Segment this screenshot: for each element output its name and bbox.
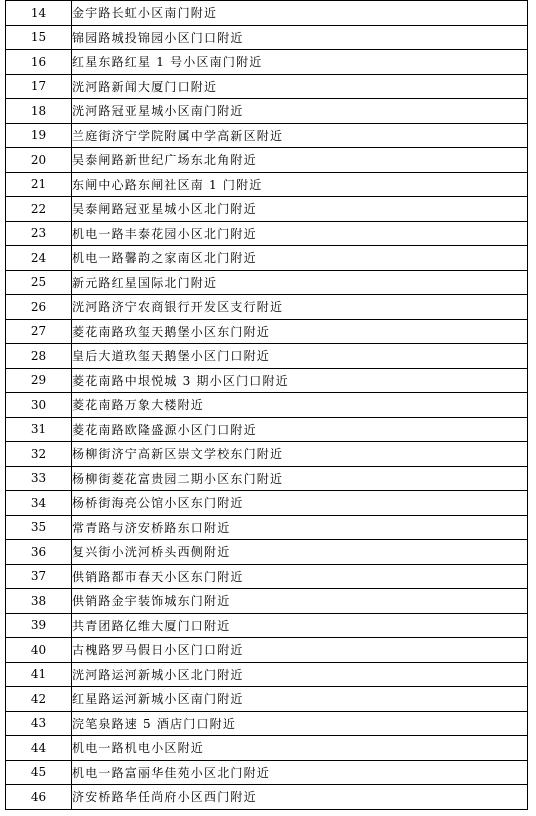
row-number-cell: 23 [6, 221, 72, 246]
row-number-cell: 32 [6, 442, 72, 467]
row-number-cell: 35 [6, 515, 72, 540]
table-row [6, 515, 528, 540]
table-row [6, 368, 528, 393]
table-row [6, 295, 528, 320]
table-row [6, 760, 528, 785]
location-cell: 金宇路长虹小区南门附近 [72, 1, 528, 26]
location-cell: 皇后大道玖玺天鹅堡小区门口附近 [72, 344, 528, 369]
location-cell: 浣笔泉路速 5 酒店门口附近 [72, 711, 528, 736]
row-number-cell: 38 [6, 589, 72, 614]
table-row [6, 319, 528, 344]
row-number-cell: 21 [6, 172, 72, 197]
document-page [5, 0, 528, 810]
row-number-cell: 19 [6, 123, 72, 148]
location-cell: 菱花南路欧隆盛源小区门口附近 [72, 417, 528, 442]
table-row [6, 123, 528, 148]
location-cell: 洸河路运河新城小区北门附近 [72, 662, 528, 687]
location-cell: 供销路金宇装饰城东门附近 [72, 589, 528, 614]
row-number-cell: 29 [6, 368, 72, 393]
location-cell: 新元路红星国际北门附近 [72, 270, 528, 295]
row-number-cell: 25 [6, 270, 72, 295]
row-number-cell: 44 [6, 736, 72, 761]
location-cell: 洸河路新闻大厦门口附近 [72, 74, 528, 99]
table-row [6, 736, 528, 761]
location-cell: 机电一路馨韵之家南区北门附近 [72, 246, 528, 271]
row-number-cell: 39 [6, 613, 72, 638]
location-cell: 菱花南路中垠悦城 3 期小区门口附近 [72, 368, 528, 393]
location-cell: 杨柳街济宁高新区崇文学校东门附近 [72, 442, 528, 467]
row-number-cell: 28 [6, 344, 72, 369]
location-cell: 共青团路亿维大厦门口附近 [72, 613, 528, 638]
row-number-cell: 17 [6, 74, 72, 99]
location-cell: 吴泰闸路新世纪广场东北角附近 [72, 148, 528, 173]
table-row [6, 442, 528, 467]
table-row [6, 491, 528, 516]
table-row [6, 246, 528, 271]
row-number-cell: 20 [6, 148, 72, 173]
row-number-cell: 14 [6, 1, 72, 26]
location-cell: 红星东路红星 1 号小区南门附近 [72, 50, 528, 75]
location-cell: 机电一路丰泰花园小区北门附近 [72, 221, 528, 246]
location-cell: 洸河路冠亚星城小区南门附近 [72, 99, 528, 124]
table-row [6, 785, 528, 810]
location-table [5, 0, 528, 810]
location-cell: 兰庭街济宁学院附属中学高新区附近 [72, 123, 528, 148]
table-row [6, 221, 528, 246]
location-cell: 吴泰闸路冠亚星城小区北门附近 [72, 197, 528, 222]
location-cell: 济安桥路华任尚府小区西门附近 [72, 785, 528, 810]
table-row [6, 1, 528, 26]
location-cell: 东闸中心路东闸社区南 1 门附近 [72, 172, 528, 197]
row-number-cell: 24 [6, 246, 72, 271]
row-number-cell: 46 [6, 785, 72, 810]
row-number-cell: 22 [6, 197, 72, 222]
row-number-cell: 30 [6, 393, 72, 418]
location-cell: 菱花南路万象大楼附近 [72, 393, 528, 418]
row-number-cell: 18 [6, 99, 72, 124]
table-row [6, 172, 528, 197]
location-cell: 锦园路城投锦园小区门口附近 [72, 25, 528, 50]
table-row [6, 711, 528, 736]
row-number-cell: 27 [6, 319, 72, 344]
row-number-cell: 43 [6, 711, 72, 736]
table-row [6, 564, 528, 589]
location-cell: 常青路与济安桥路东口附近 [72, 515, 528, 540]
table-row [6, 417, 528, 442]
table-row [6, 74, 528, 99]
location-cell: 菱花南路玖玺天鹅堡小区东门附近 [72, 319, 528, 344]
table-row [6, 638, 528, 663]
row-number-cell: 31 [6, 417, 72, 442]
row-number-cell: 26 [6, 295, 72, 320]
table-row [6, 589, 528, 614]
table-row [6, 344, 528, 369]
location-cell: 供销路都市春天小区东门附近 [72, 564, 528, 589]
row-number-cell: 33 [6, 466, 72, 491]
table-row [6, 25, 528, 50]
table-row [6, 540, 528, 565]
location-cell: 古槐路罗马假日小区门口附近 [72, 638, 528, 663]
row-number-cell: 37 [6, 564, 72, 589]
table-body [6, 1, 528, 810]
location-cell: 杨柳街菱花富贵园二期小区东门附近 [72, 466, 528, 491]
row-number-cell: 36 [6, 540, 72, 565]
table-row [6, 466, 528, 491]
location-cell: 机电一路富丽华佳苑小区北门附近 [72, 760, 528, 785]
table-row [6, 197, 528, 222]
table-row [6, 687, 528, 712]
location-cell: 复兴街小洸河桥头西侧附近 [72, 540, 528, 565]
row-number-cell: 42 [6, 687, 72, 712]
table-row [6, 662, 528, 687]
row-number-cell: 40 [6, 638, 72, 663]
table-row [6, 50, 528, 75]
location-cell: 红星路运河新城小区南门附近 [72, 687, 528, 712]
row-number-cell: 34 [6, 491, 72, 516]
row-number-cell: 45 [6, 760, 72, 785]
row-number-cell: 16 [6, 50, 72, 75]
table-row [6, 393, 528, 418]
row-number-cell: 41 [6, 662, 72, 687]
table-row [6, 99, 528, 124]
table-row [6, 613, 528, 638]
table-row [6, 148, 528, 173]
row-number-cell: 15 [6, 25, 72, 50]
location-cell: 洸河路济宁农商银行开发区支行附近 [72, 295, 528, 320]
location-cell: 杨桥街海亮公馆小区东门附近 [72, 491, 528, 516]
location-cell: 机电一路机电小区附近 [72, 736, 528, 761]
table-row [6, 270, 528, 295]
